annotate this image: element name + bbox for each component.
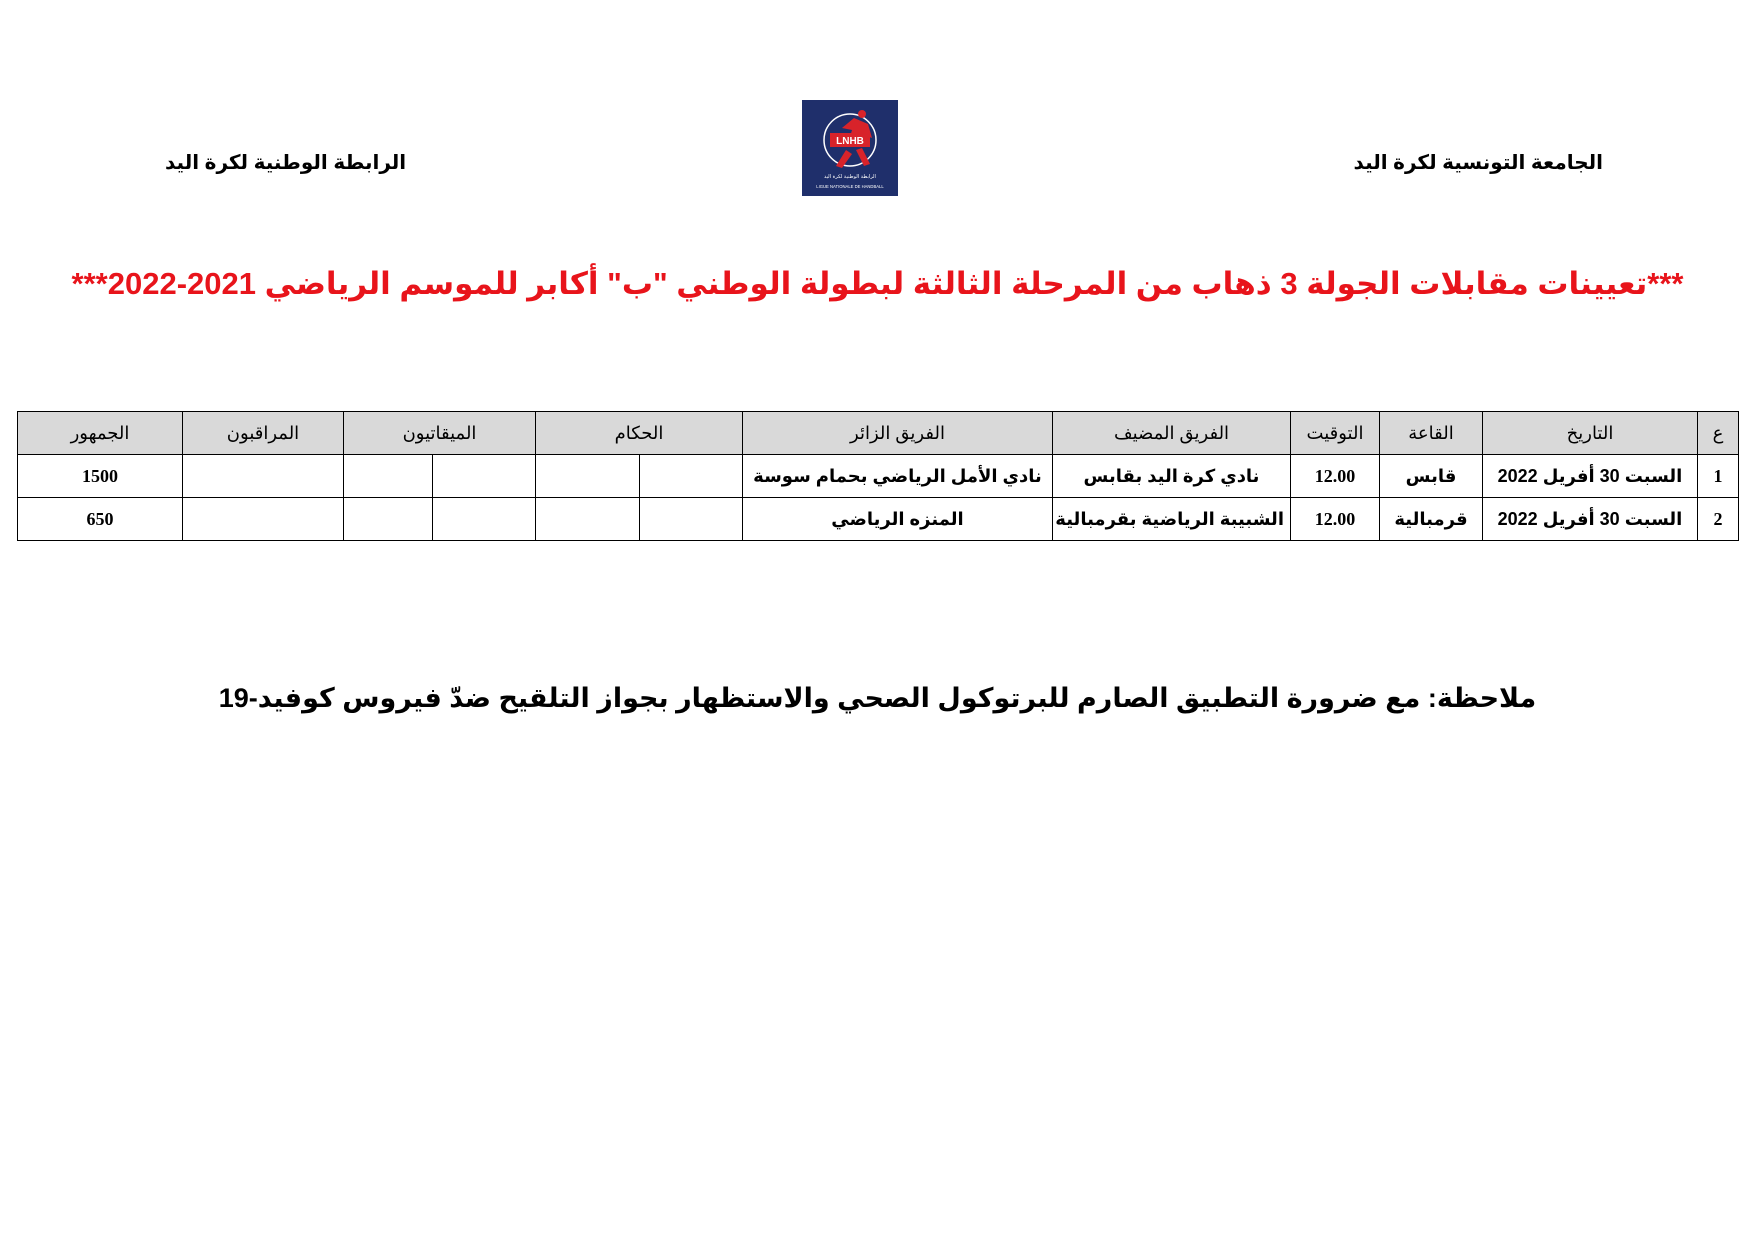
row-time: 12.00 xyxy=(1291,455,1380,498)
row-num: 2 xyxy=(1698,498,1739,541)
row-timekeeper-1 xyxy=(433,498,536,541)
logo-arabic-name: الرابطة الوطنية لكرة اليد xyxy=(824,174,876,180)
row-observer xyxy=(183,455,344,498)
row-audience: 1500 xyxy=(18,455,183,498)
row-venue: قابس xyxy=(1380,455,1483,498)
row-away-team: نادي الأمل الرياضي بحمام سوسة xyxy=(743,455,1053,498)
header-observers: المراقبون xyxy=(183,412,344,455)
league-name: الرابطة الوطنية لكرة اليد xyxy=(165,152,407,174)
row-num: 1 xyxy=(1698,455,1739,498)
row-timekeeper-2 xyxy=(344,455,433,498)
page-title: ***تعيينات مقابلات الجولة 3 ذهاب من المرحلة الثالثة لبطولة الوطني "ب" أكابر للموسم الرياضي 2021-2022*** xyxy=(71,266,1684,301)
header-venue: القاعة xyxy=(1380,412,1483,455)
row-referee-2 xyxy=(536,455,640,498)
table-row xyxy=(18,498,1739,541)
header-home-team: الفريق المضيف xyxy=(1053,412,1291,455)
logo-abbr: LNHB xyxy=(836,136,864,147)
header-num: ع xyxy=(1698,412,1739,455)
row-audience: 650 xyxy=(18,498,183,541)
row-referee-1 xyxy=(640,455,743,498)
header-time: التوقيت xyxy=(1291,412,1380,455)
row-referee-2 xyxy=(536,498,640,541)
row-time: 12.00 xyxy=(1291,498,1380,541)
row-home-team: الشبيبة الرياضية بقرمبالية xyxy=(1053,498,1291,541)
row-away-team: المنزه الرياضي xyxy=(743,498,1053,541)
row-date: السبت 30 أفريل 2022 xyxy=(1483,498,1698,541)
federation-name: الجامعة التونسية لكرة اليد xyxy=(1353,152,1603,174)
row-referee-1 xyxy=(640,498,743,541)
table-row xyxy=(18,455,1739,498)
header-date: التاريخ xyxy=(1483,412,1698,455)
row-date: السبت 30 أفريل 2022 xyxy=(1483,455,1698,498)
row-home-team: نادي كرة اليد بقابس xyxy=(1053,455,1291,498)
row-venue: قرمبالية xyxy=(1380,498,1483,541)
matches-table xyxy=(17,411,1739,541)
header-away-team: الفريق الزائر xyxy=(743,412,1053,455)
covid-note: ملاحظة: مع ضرورة التطبيق الصارم للبرتوكول الصحي والاستظهار بجواز التلقيح ضدّ فيروس كوفيد-19 xyxy=(218,683,1537,713)
row-timekeeper-2 xyxy=(344,498,433,541)
header-referees: الحكام xyxy=(536,412,743,455)
row-observer xyxy=(183,498,344,541)
header-audience: الجمهور xyxy=(18,412,183,455)
logo-french-name: LIGUE NATIONALE DE HANDBALL xyxy=(816,184,884,189)
table-header-row xyxy=(18,412,1739,455)
row-timekeeper-1 xyxy=(433,455,536,498)
header-timekeepers: الميقاتيون xyxy=(344,412,536,455)
lnhb-logo xyxy=(802,100,898,196)
